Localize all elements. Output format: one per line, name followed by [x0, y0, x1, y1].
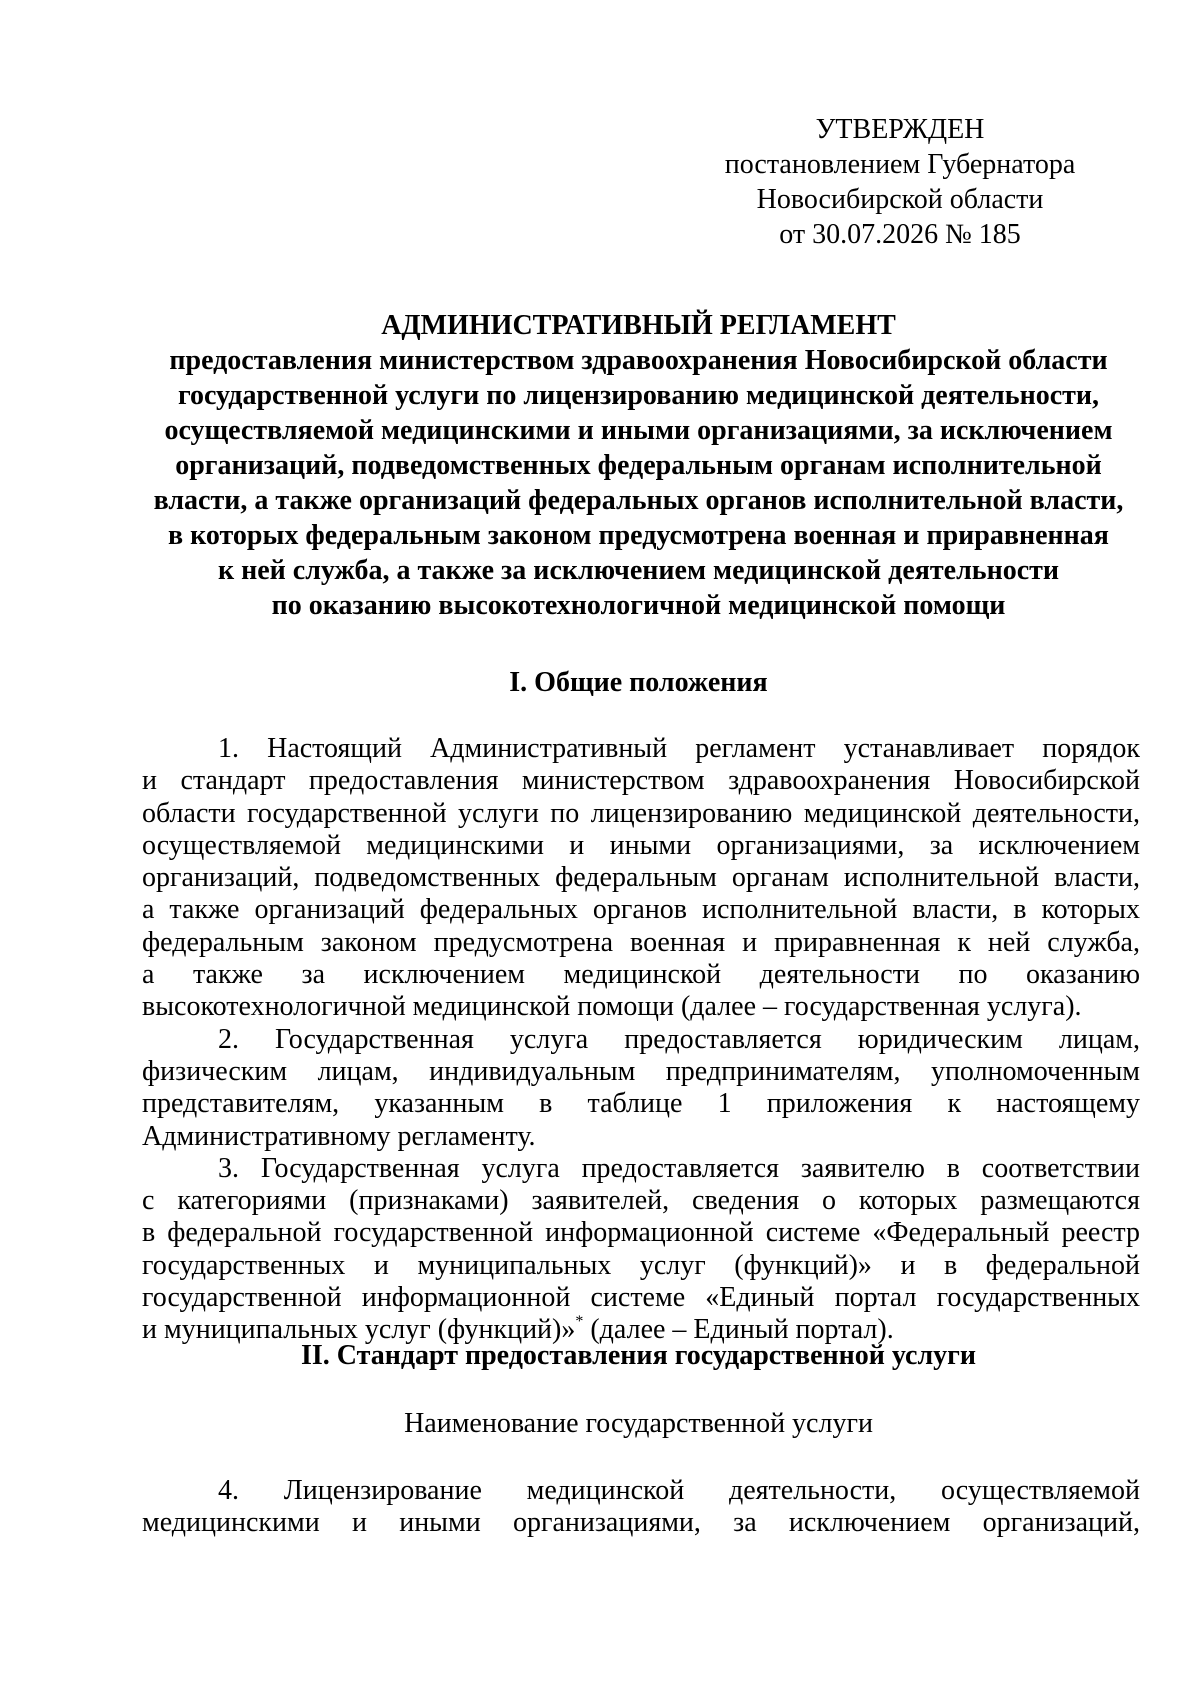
- approval-region-line: Новосибирской области: [756, 184, 1044, 215]
- paragraph-3-text: и муниципальных услуг (функций)»: [142, 1314, 576, 1346]
- footnote-marker[interactable]: *: [575, 1313, 584, 1331]
- paragraph-2-line: представителям, указанным в таблице 1 приложения к настоящему: [142, 1088, 1140, 1120]
- paragraph-3-text-tail: (далее – Единый портал).: [583, 1314, 894, 1346]
- paragraph-1-line: области государственной услуги по лицензированию медицинской деятельности,: [142, 797, 1140, 829]
- title-line: предоставления министерством здравоохранения Новосибирской области: [169, 345, 1108, 376]
- section-2-body: [142, 1475, 1140, 1540]
- title-line: АДМИНИСТРАТИВНЫЙ РЕГЛАМЕНТ: [381, 310, 896, 341]
- paragraph-1-line: а также за исключением медицинской деятельности по оказанию: [142, 959, 1140, 991]
- paragraph-4-line: медицинскими и иными организациями, за исключением организаций,: [142, 1507, 1140, 1539]
- title-line: по оказанию высокотехнологичной медицинской помощи: [271, 590, 1006, 621]
- subsection-heading: Наименование государственной услуги: [404, 1408, 873, 1439]
- title-line: власти, а также организаций федеральных органов исполнительной власти,: [153, 485, 1124, 516]
- paragraph-1-line: осуществляемой медицинскими и иными организациями, за исключением: [142, 829, 1140, 861]
- paragraph-1-line: федеральным законом предусмотрена военная и приравненная к ней служба,: [142, 926, 1140, 958]
- section-2-heading: II. Стандарт предоставления государственной услуги: [300, 1340, 977, 1371]
- paragraph-4-line: 4. Лицензирование медицинской деятельности, осуществляемой: [218, 1475, 1140, 1506]
- paragraph-3-line: 3. Государственная услуга предоставляется заявителю в соответствии: [218, 1152, 1140, 1184]
- title-line: организаций, подведомственных федеральным органам исполнительной: [175, 450, 1102, 481]
- paragraph-3-line: государственных и муниципальных услуг (функций)» и в федеральной: [142, 1249, 1140, 1281]
- paragraph-3-line: государственной информационной системе «Единый портал государственных: [142, 1282, 1140, 1314]
- paragraph-1-line: а также организаций федеральных органов исполнительной власти, в которых: [142, 894, 1140, 926]
- title-line: государственной услуги по лицензированию медицинской деятельности,: [177, 380, 1100, 411]
- paragraph-1-line: и стандарт предоставления министерством здравоохранения Новосибирской: [142, 765, 1140, 797]
- section-1-body: [142, 733, 1140, 1347]
- paragraph-1-line: высокотехнологичной медицинской помощи (далее – государственная услуга).: [142, 991, 1082, 1023]
- approval-decree-line: постановлением Губернатора: [724, 149, 1076, 180]
- approval-stamp-block: [710, 112, 1090, 252]
- approval-date-number: от 30.07.2026 № 185: [779, 219, 1021, 250]
- paragraph-1-line: организаций, подведомственных федеральным органам исполнительной власти,: [142, 862, 1140, 894]
- paragraph-1-line: 1. Настоящий Административный регламент устанавливает порядок: [218, 733, 1140, 764]
- paragraph-2-line: 2. Государственная услуга предоставляется юридическим лицам,: [218, 1023, 1140, 1055]
- paragraph-2-line: Административному регламенту.: [142, 1120, 536, 1152]
- section-1-heading: I. Общие положения: [509, 667, 768, 698]
- paragraph-3-line: с категориями (признаками) заявителей, сведения о которых размещаются: [142, 1185, 1140, 1217]
- title-line: в которых федеральным законом предусмотрена военная и приравненная: [168, 520, 1109, 551]
- paragraph-3-line: в федеральной государственной информационной системе «Федеральный реестр: [142, 1217, 1140, 1249]
- title-line: осуществляемой медицинскими и иными организациями, за исключением: [164, 415, 1113, 446]
- approval-word: УТВЕРЖДЕН: [815, 114, 985, 145]
- paragraph-2-line: физическим лицам, индивидуальным предпринимателям, уполномоченным: [142, 1055, 1140, 1087]
- document-title: [142, 308, 1135, 623]
- title-line: к ней служба, а также за исключением медицинской деятельности: [217, 555, 1060, 586]
